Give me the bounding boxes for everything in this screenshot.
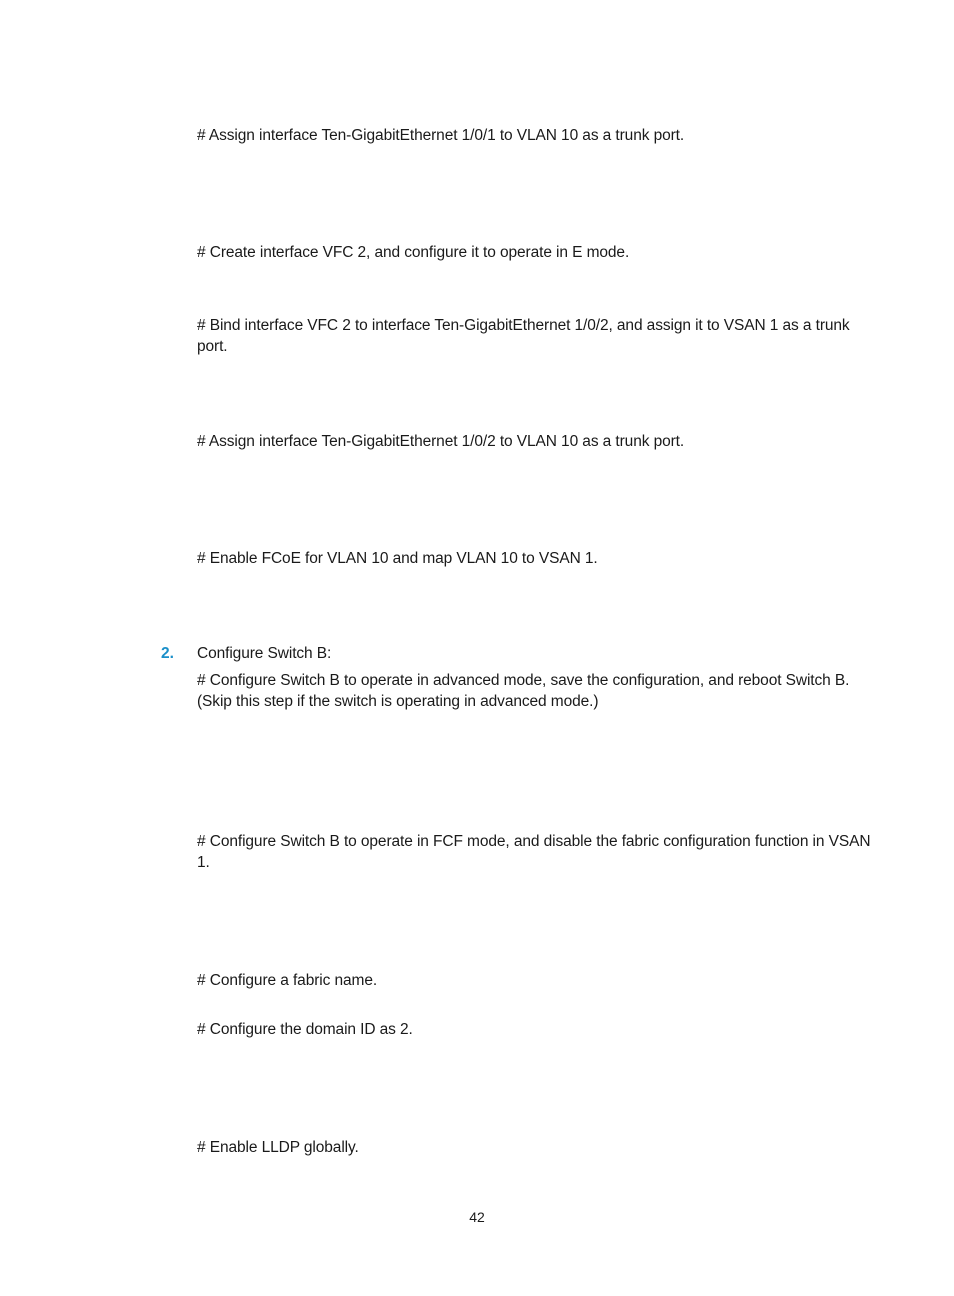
paragraph-fcf-mode: # Configure Switch B to operate in FCF mode, and disable the fabric configuration function in VSAN 1. bbox=[197, 833, 871, 871]
step-number: 2. bbox=[161, 645, 174, 662]
step-title: Configure Switch B: bbox=[197, 645, 332, 662]
paragraph-fabric-name: # Configure a fabric name. bbox=[197, 972, 378, 989]
page-number: 42 bbox=[469, 1209, 485, 1225]
paragraph-create-vfc2: # Create interface VFC 2, and configure it to operate in E mode. bbox=[197, 244, 630, 261]
paragraph-bind-vfc2: # Bind interface VFC 2 to interface Ten-GigabitEthernet 1/0/2, and assign it to VSAN 1 as a trunk port. bbox=[197, 317, 850, 355]
paragraph-domain-id: # Configure the domain ID as 2. bbox=[197, 1021, 413, 1038]
paragraph-assign-te-1-0-1: # Assign interface Ten-GigabitEthernet 1/0/1 to VLAN 10 as a trunk port. bbox=[197, 127, 685, 144]
paragraph-enable-lldp: # Enable LLDP globally. bbox=[197, 1139, 359, 1156]
paragraph-enable-fcoe: # Enable FCoE for VLAN 10 and map VLAN 10 to VSAN 1. bbox=[197, 550, 598, 567]
paragraph-assign-te-1-0-2: # Assign interface Ten-GigabitEthernet 1/0/2 to VLAN 10 as a trunk port. bbox=[197, 433, 685, 450]
paragraph-advanced-mode: # Configure Switch B to operate in advanced mode, save the configuration, and reboot Switch B. (Skip this step if the switch is operating in advanced mode.) bbox=[197, 672, 850, 710]
